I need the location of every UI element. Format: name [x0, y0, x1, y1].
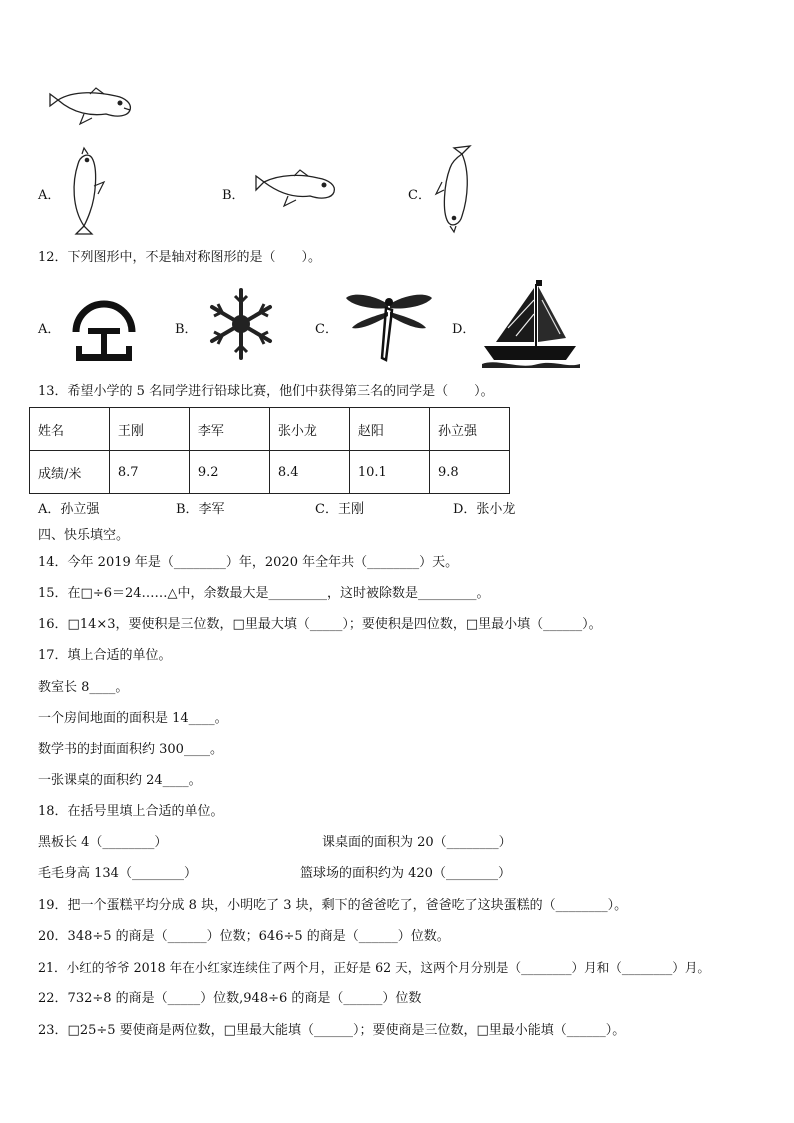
fish-rotated-icon [432, 146, 478, 234]
q20-text: 20．348÷5 的商是（______）位数；646÷5 的商是（______）位数。 [38, 929, 450, 944]
q12-option-d[interactable]: D． [452, 322, 476, 337]
table-cell: 张小龙 [269, 408, 349, 451]
fish-upward-icon [62, 146, 108, 234]
q11-option-b[interactable]: B． [222, 188, 245, 203]
sailboat-icon [478, 280, 584, 372]
q17-text: 17．填上合适的单位。 [38, 648, 172, 663]
table-row [30, 451, 510, 494]
fish-original-icon [44, 86, 134, 128]
q13-choice-c[interactable]: C．王刚 [315, 502, 364, 517]
table-cell: 8.4 [269, 451, 349, 494]
q18-right-line: 篮球场的面积约为 420（________） [300, 866, 511, 881]
q19-text: 19．把一个蛋糕平均分成 8 块，小明吃了 3 块，剩下的爸爸吃了，爸爸吃了这块蛋糕的（________）。 [38, 898, 628, 913]
score-table [29, 407, 510, 494]
q16-text: 16．□14×3，要使积是三位数，□里最大填（_____）；要使积是四位数，□里最小填（______）。 [38, 617, 602, 632]
q13-choice-b[interactable]: B．李军 [176, 502, 225, 517]
table-cell: 姓名 [30, 408, 110, 451]
q23-text: 23．□25÷5 要使商是两位数，□里最大能填（______）；要使商是三位数，□里最小能填（______）。 [38, 1023, 626, 1038]
table-cell: 9.8 [429, 451, 509, 494]
q15-text: 15．在□÷6＝24……△中，余数最大是_________，这时被除数是_________。 [38, 586, 490, 601]
metro-logo-icon [66, 288, 142, 366]
q18-left-line: 黑板长 4（________） [38, 835, 168, 850]
table-cell: 9.2 [189, 451, 269, 494]
table-cell: 李军 [189, 408, 269, 451]
q18-left-line: 毛毛身高 134（________） [38, 866, 197, 881]
q12-option-a[interactable]: A． [38, 322, 61, 337]
snowflake-icon [204, 286, 278, 362]
q22-text: 22．732÷8 的商是（_____）位数,948÷6 的商是（______）位数 [38, 991, 422, 1006]
dragonfly-icon [342, 290, 436, 362]
q18-text: 18．在括号里填上合适的单位。 [38, 804, 224, 819]
table-cell: 成绩/米 [30, 451, 110, 494]
q11-option-a[interactable]: A． [38, 188, 61, 203]
q17-line: 数学书的封面面积约 300____。 [38, 742, 223, 757]
q13-text: 13．希望小学的 5 名同学进行铅球比赛，他们中获得第三名的同学是（ ）。 [38, 384, 494, 399]
q12-text: 12．下列图形中，不是轴对称图形的是（ ）。 [38, 250, 322, 265]
q17-line: 一张课桌的面积约 24____。 [38, 773, 202, 788]
q12-option-c[interactable]: C． [315, 322, 338, 337]
q18-right-line: 课桌面的面积为 20（________） [322, 835, 512, 850]
table-cell: 赵阳 [349, 408, 429, 451]
q12-option-b[interactable]: B． [175, 322, 198, 337]
table-cell: 10.1 [349, 451, 429, 494]
q17-line: 一个房间地面的面积是 14____。 [38, 711, 228, 726]
q13-choice-d[interactable]: D．张小龙 [453, 502, 516, 517]
q14-text: 14．今年 2019 年是（________）年，2020 年全年共（________）天。 [38, 555, 459, 570]
table-cell: 孙立强 [429, 408, 509, 451]
table-cell: 王刚 [109, 408, 189, 451]
fish-sideways-icon [252, 168, 338, 210]
q21-text: 21．小红的爷爷 2018 年在小红家连续住了两个月，正好是 62 天，这两个月分别是（________）月和（________）月。 [38, 960, 711, 975]
q11-option-c[interactable]: C． [408, 188, 431, 203]
section-heading: 四、快乐填空。 [38, 528, 130, 543]
table-header-row [30, 408, 510, 451]
q13-choice-a[interactable]: A．孙立强 [38, 502, 100, 517]
table-cell: 8.7 [109, 451, 189, 494]
q17-line: 教室长 8____。 [38, 680, 129, 695]
